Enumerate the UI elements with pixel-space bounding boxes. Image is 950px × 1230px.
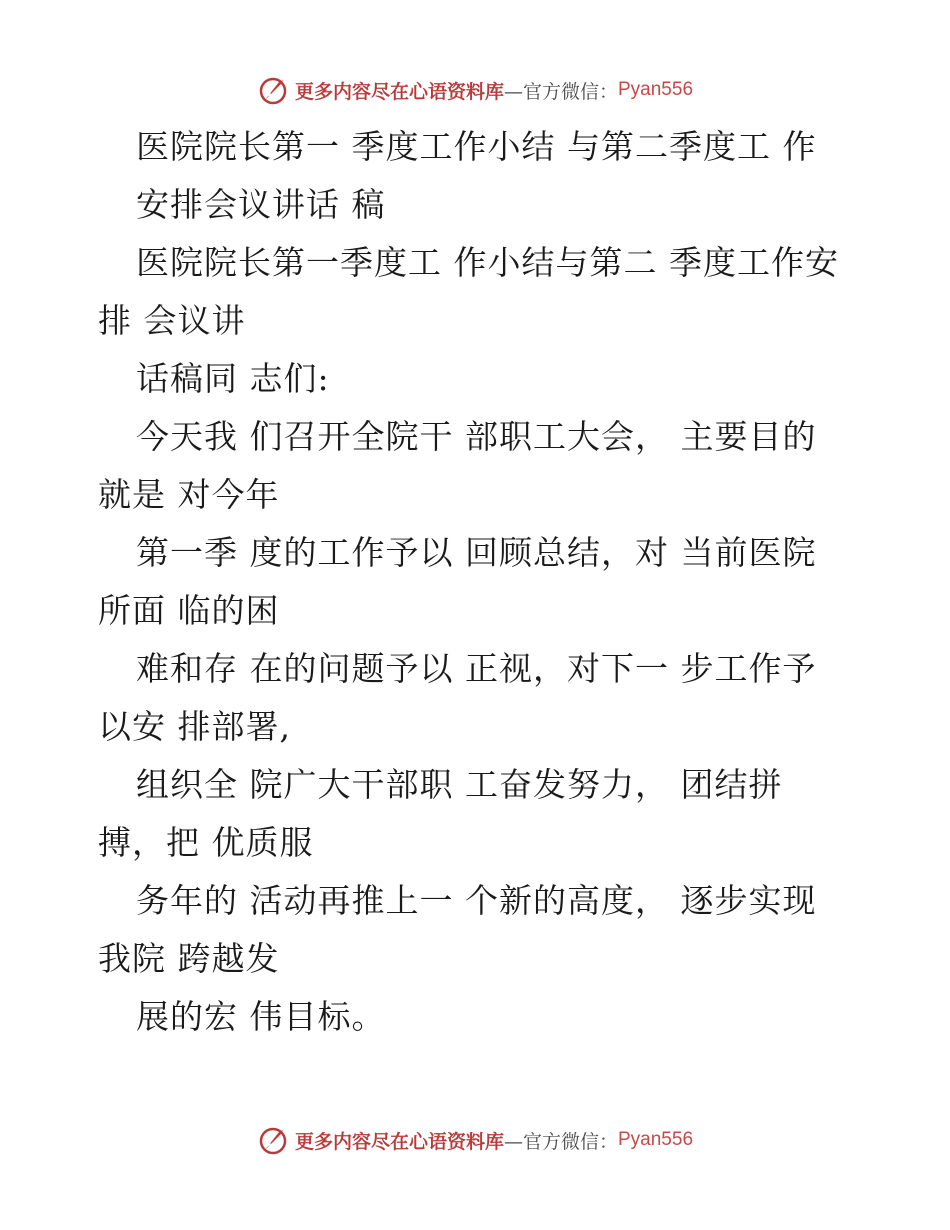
footer-watermark — [0, 1120, 950, 1160]
paragraph-line: 以安 排部署, — [98, 707, 291, 746]
paragraph-line: 难和存 在的问题予以 正视，对下一 步工作予 — [136, 649, 817, 688]
quill-logo-icon — [257, 74, 289, 106]
paragraph-line: 医院院长第一季度工 作小结与第二 季度工作安 — [136, 243, 839, 282]
paragraph-line: 就是 对今年 — [98, 475, 280, 514]
paragraph-line: 我院 跨越发 — [98, 939, 280, 978]
header-brand: 更多内容尽在心语资料库 — [294, 80, 504, 103]
paragraph-line: 务年的 活动再推上一 个新的高度， 逐步实现 — [136, 881, 817, 920]
paragraph-line: 展的宏 伟目标。 — [136, 997, 386, 1036]
footer-wechat-label: —官方微信： — [503, 1130, 618, 1153]
paragraph-line: 今天我 们召开全院干 部职工大会， 主要目的 — [136, 417, 817, 456]
header-wechat-label: —官方微信： — [503, 80, 618, 103]
document-body — [98, 118, 858, 1046]
footer-brand: 更多内容尽在心语资料库 — [294, 1130, 504, 1153]
paragraph-line: 搏，把 优质服 — [98, 823, 314, 862]
title-line-1: 医院院长第一 季度工作小结 与第二季度工 作 — [136, 127, 817, 166]
paragraph-line: 话稿同 志们: — [136, 359, 330, 398]
quill-logo-icon — [257, 1124, 289, 1156]
header-wechat-id: Pyan556 — [618, 79, 694, 100]
paragraph-line: 排 会议讲 — [98, 301, 246, 340]
title-line-2: 安排会议讲话 稿 — [136, 185, 386, 224]
paragraph-line: 第一季 度的工作予以 回顾总结，对 当前医院 — [136, 533, 817, 572]
paragraph-line: 组织全 院广大干部职 工奋发努力， 团结拼 — [136, 765, 783, 804]
paragraph-line: 所面 临的困 — [98, 591, 280, 630]
footer-wechat-id: Pyan556 — [618, 1129, 694, 1150]
header-watermark — [0, 70, 950, 110]
